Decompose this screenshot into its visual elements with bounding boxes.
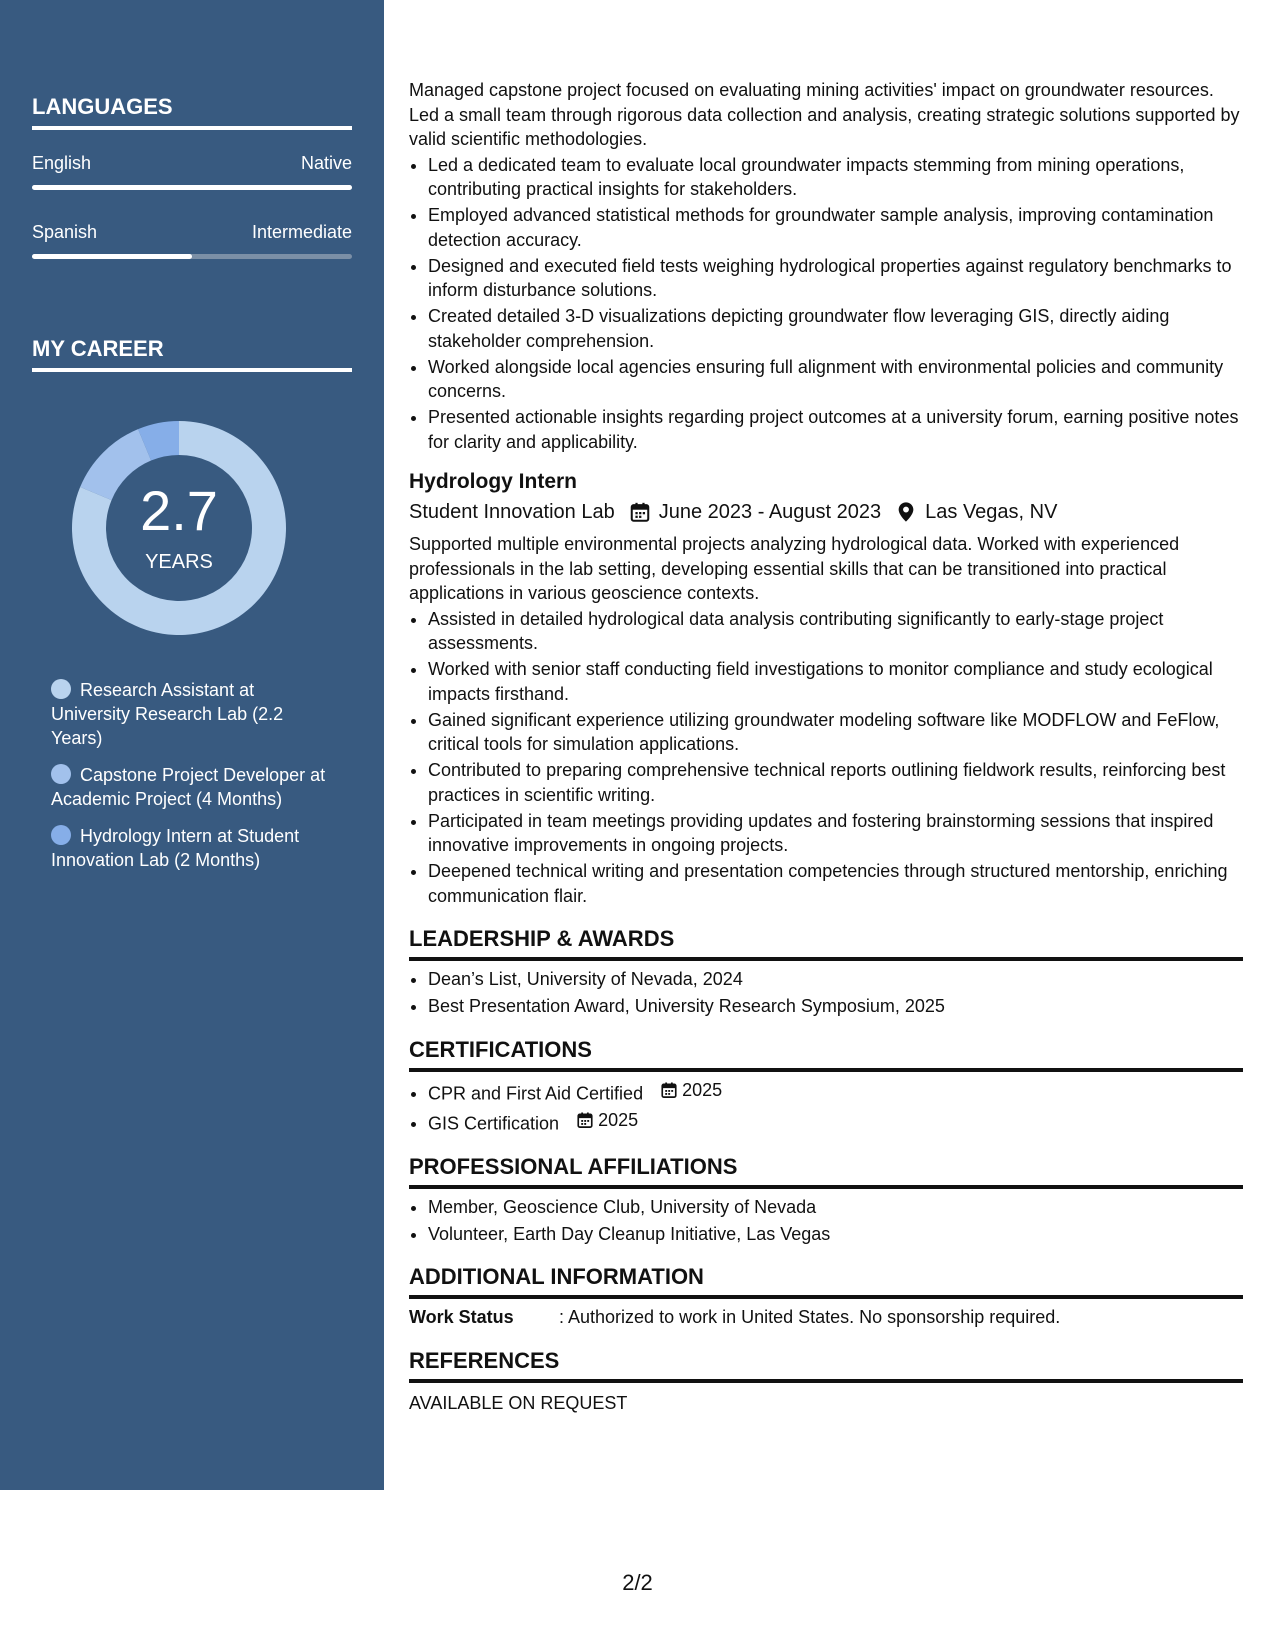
references-text: AVAILABLE ON REQUEST [409, 1392, 628, 1413]
language-bar-english [32, 185, 352, 190]
location-pin-icon [895, 501, 917, 523]
references-heading: REFERENCES [409, 1346, 1243, 1383]
list-item: • Presented actionable insights regarding project outcomes at a university forum, earning positive notes for clarity and applicability. [428, 405, 1243, 454]
work-status-label: Work Status [409, 1307, 514, 1327]
language-row-english [32, 153, 352, 174]
legend-item [51, 824, 331, 872]
leadership-heading: LEADERSHIP & AWARDS [409, 924, 1243, 961]
language-name: Spanish [32, 222, 98, 242]
job-company: Student Innovation Lab [409, 501, 615, 523]
list-item: • Best Presentation Award, University Research Symposium, 2025 [428, 994, 1243, 1019]
career-total-years: 2.7 [140, 479, 218, 542]
career-donut-chart [66, 415, 292, 641]
certification-name: CPR and First Aid Certified [428, 1082, 644, 1103]
list-item: • Member, Geoscience Club, University of Nevada [428, 1195, 1243, 1220]
legend-dot [51, 764, 71, 784]
certification-item [428, 1078, 1243, 1106]
main-content [409, 78, 1243, 1415]
language-level: Native [300, 153, 352, 173]
list-item: • Participated in team meetings providing updates and fostering brainstorming sessions that inspired innovative improvements in ongoing projects. [428, 809, 1243, 858]
certification-date [660, 1078, 722, 1103]
affiliations-list [409, 1195, 1243, 1247]
legend-dot [51, 679, 71, 699]
calendar-icon [576, 1111, 594, 1129]
work-status-row [409, 1305, 1243, 1330]
intern-bullets [409, 607, 1243, 909]
job-location: Las Vegas, NV [925, 501, 1058, 523]
list-item: • Led a dedicated team to evaluate local groundwater impacts stemming from mining operations, contributing practical insights for stakeholders. [428, 153, 1243, 202]
sidebar [0, 0, 384, 1490]
certification-year: 2025 [682, 1079, 723, 1100]
intern-summary: Supported multiple environmental projects analyzing hydrological data. Worked with experienced professionals in the lab setting, developing essential skills that can be transitioned into practical applications in various geoscience contexts. [409, 534, 1180, 603]
legend-label: Capstone Project Developer at Academic Project (4 Months) [51, 765, 326, 809]
list-item: • Deepened technical writing and presentation competencies through structured mentorship, enriching communication flair. [428, 859, 1243, 908]
language-bar-fill [32, 185, 352, 190]
career-legend [51, 678, 331, 885]
list-item: • Gained significant experience utilizing groundwater modeling software like MODFLOW and FeFlow, critical tools for simulation applications. [428, 708, 1243, 757]
calendar-icon [660, 1081, 678, 1099]
list-item: • Volunteer, Earth Day Cleanup Initiative, Las Vegas [428, 1222, 1243, 1247]
legend-item [51, 678, 331, 750]
donut-center [66, 415, 292, 641]
job-meta [409, 497, 1243, 527]
legend-dot [51, 825, 71, 845]
list-item: • Contributed to preparing comprehensive technical reports outlining fieldwork results, reinforcing best practices in scientific writing. [428, 758, 1243, 807]
certifications-list [409, 1078, 1243, 1136]
certification-date [576, 1108, 638, 1133]
list-item: • Worked alongside local agencies ensuring full alignment with environmental policies and community concerns. [428, 355, 1243, 404]
certifications-heading: CERTIFICATIONS [409, 1035, 1243, 1072]
job-dates: June 2023 - August 2023 [658, 501, 882, 523]
legend-label: Research Assistant at University Research Lab (2.2 Years) [51, 680, 284, 748]
languages-heading: LANGUAGES [32, 94, 352, 130]
language-row-spanish [32, 222, 352, 243]
language-bar-fill [32, 254, 192, 259]
list-item: • Created detailed 3-D visualizations depicting groundwater flow leveraging GIS, directly aiding stakeholder comprehension. [428, 304, 1243, 353]
list-item: • Employed advanced statistical methods for groundwater sample analysis, improving contamination detection accuracy. [428, 203, 1243, 252]
job-title: Hydrology Intern [409, 470, 578, 493]
capstone-summary: Managed capstone project focused on evaluating mining activities' impact on groundwater resources. Led a small team through rigorous data collection and analysis, creating strategic solutions supported by valid scientific methodologies. [409, 80, 1240, 149]
career-unit: YEARS [145, 551, 213, 573]
legend-item [51, 763, 331, 811]
language-name: English [32, 153, 92, 173]
list-item: • Designed and executed field tests weighing hydrological properties against regulatory benchmarks to inform disturbance solutions. [428, 254, 1243, 303]
list-item: • Dean’s List, University of Nevada, 2024 [428, 967, 1243, 992]
list-item: • Assisted in detailed hydrological data analysis contributing significantly to early-stage project assessments. [428, 607, 1243, 656]
additional-info-heading: ADDITIONAL INFORMATION [409, 1262, 1243, 1299]
work-status-value: : Authorized to work in United States. No sponsorship required. [559, 1307, 1061, 1327]
certification-year: 2025 [598, 1109, 639, 1130]
leadership-list [409, 967, 1243, 1019]
affiliations-heading: PROFESSIONAL AFFILIATIONS [409, 1152, 1243, 1189]
calendar-icon [629, 501, 651, 523]
language-level: Intermediate [251, 222, 352, 242]
list-item: • Worked with senior staff conducting field investigations to monitor compliance and study ecological impacts firsthand. [428, 657, 1243, 706]
capstone-bullets [409, 153, 1243, 455]
language-bar-spanish [32, 254, 352, 259]
certification-item [428, 1108, 1243, 1136]
page-number: 2/2 [622, 1570, 653, 1595]
certification-name: GIS Certification [428, 1113, 560, 1133]
career-heading: MY CAREER [32, 336, 352, 372]
legend-label: Hydrology Intern at Student Innovation Lab (2 Months) [51, 826, 300, 870]
